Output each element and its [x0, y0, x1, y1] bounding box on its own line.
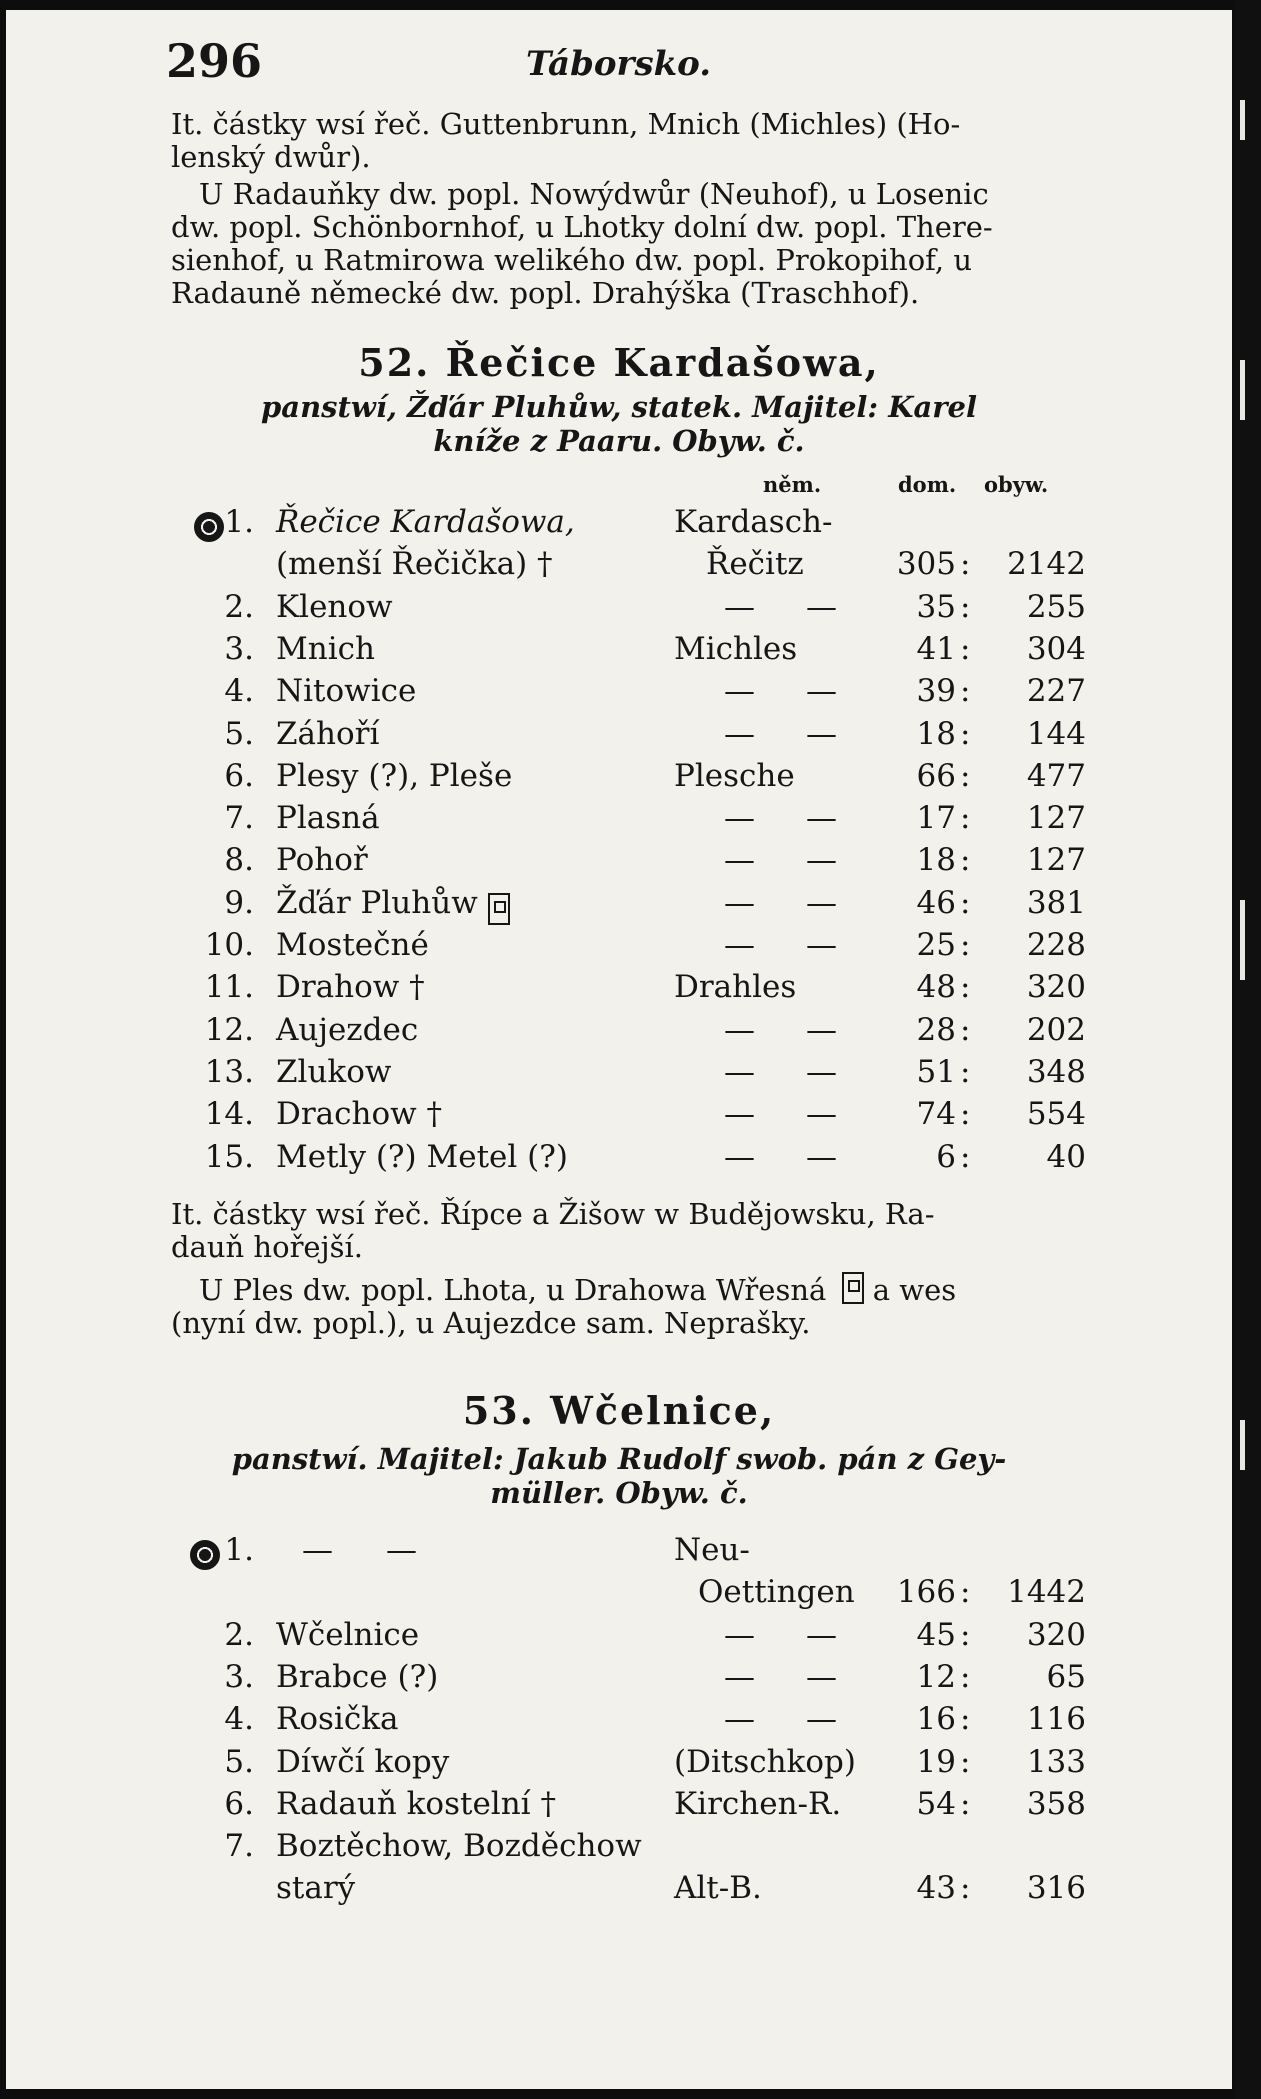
separator: : — [960, 927, 971, 963]
row-number: 9. — [224, 884, 254, 921]
separator: : — [960, 757, 971, 794]
house-count: 166 — [896, 1574, 956, 1611]
table-row — [6, 504, 1232, 546]
ditto-dash: — — [806, 1053, 837, 1090]
table-row — [6, 1054, 1232, 1096]
population-count: 320 — [1026, 1616, 1086, 1653]
ditto-dash: — — [724, 1658, 755, 1695]
village-name: Metly (?) Metel (?) — [276, 1138, 568, 1175]
house-count: 305 — [896, 546, 956, 583]
blank-dash: — — [302, 1532, 333, 1568]
ditto-dash: — — [724, 715, 755, 752]
ditto-dash: — — [724, 588, 755, 625]
table-row — [6, 1659, 1232, 1701]
village-name: Klenow — [276, 588, 393, 625]
separator: : — [960, 1701, 971, 1738]
village-name: Wčelnice — [276, 1616, 420, 1653]
scan-edge — [1234, 0, 1261, 2099]
german-name: Řečitz — [706, 546, 804, 583]
village-name: Nitowice — [276, 673, 417, 710]
population-count: 227 — [1026, 673, 1086, 710]
ditto-dash: — — [724, 800, 755, 837]
separator: : — [960, 546, 971, 583]
village-name: Brabce (?) — [276, 1658, 439, 1695]
ditto-dash: — — [724, 1138, 755, 1175]
population-count: 127 — [1026, 842, 1086, 879]
house-count: 16 — [916, 1701, 956, 1738]
population-count: 2142 — [1007, 546, 1086, 583]
german-name: Michles — [674, 630, 798, 667]
village-name: Pohoř — [276, 842, 368, 879]
row-number: 5. — [224, 1743, 254, 1780]
village-name: Aujezdec — [276, 1011, 419, 1048]
house-count: 41 — [916, 630, 956, 667]
scan-edge-mark — [1240, 360, 1245, 420]
village-name: starý — [276, 1870, 356, 1907]
separator: : — [960, 588, 971, 625]
village-name: (menší Řečička) † — [276, 546, 553, 583]
german-name: Alt-B. — [674, 1870, 762, 1907]
population-count: 202 — [1026, 1011, 1086, 1048]
village-name: Mnich — [276, 630, 375, 667]
table-row — [6, 842, 1232, 884]
village-name: Drahow † — [276, 969, 425, 1006]
table-row — [6, 1012, 1232, 1054]
house-count: 17 — [916, 800, 956, 837]
ditto-dash: — — [724, 884, 755, 921]
ditto-dash: — — [724, 1053, 755, 1090]
population-count: 65 — [1046, 1658, 1086, 1695]
separator: : — [960, 1616, 971, 1653]
ditto-dash: — — [806, 1616, 837, 1653]
ditto-dash: — — [806, 842, 837, 879]
ditto-dash: — — [806, 588, 837, 625]
row-number: 5. — [224, 715, 254, 752]
house-count: 39 — [916, 673, 956, 710]
population-count: 40 — [1046, 1138, 1086, 1175]
house-count: 6 — [936, 1138, 956, 1175]
ditto-dash: — — [806, 1658, 837, 1695]
row-number: 7. — [224, 800, 254, 837]
ditto-dash: — — [806, 800, 837, 837]
ditto-dash: — — [806, 673, 837, 710]
house-count: 48 — [916, 969, 956, 1006]
table-row — [6, 927, 1232, 969]
row-number: 14. — [204, 1096, 254, 1133]
note-line: (nyní dw. popl.), u Aujezdce sam. Neprašky. — [171, 1306, 811, 1340]
house-count: 43 — [916, 1870, 956, 1907]
table-row — [6, 885, 1232, 927]
village-name: Boztěchow, Bozděchow — [276, 1828, 642, 1865]
table-row — [6, 1786, 1232, 1828]
page-number: 296 — [166, 34, 263, 88]
table-row — [6, 1574, 1232, 1616]
house-count: 46 — [916, 884, 956, 921]
intro-line: lenský dwůr). — [171, 140, 371, 174]
population-count: 1442 — [1007, 1574, 1086, 1611]
row-number: 1. — [224, 1532, 254, 1568]
population-count: 358 — [1026, 1785, 1086, 1822]
row-number: 3. — [224, 1658, 254, 1695]
house-count: 25 — [916, 927, 956, 963]
separator: : — [960, 673, 971, 710]
ditto-dash: — — [806, 927, 837, 963]
row-number: 15. — [204, 1138, 254, 1175]
table-row — [6, 673, 1232, 715]
row-number: 10. — [204, 927, 254, 963]
section-53-subheading: panstwí. Majitel: Jakub Rudolf swob. pán z Gey- — [231, 1442, 1007, 1476]
row-number: 4. — [224, 673, 254, 710]
population-count: 144 — [1026, 715, 1086, 752]
village-name: Radauň kostelní † — [276, 1785, 556, 1822]
blank-dash: — — [386, 1532, 417, 1568]
german-name: (Ditschkop) — [674, 1743, 856, 1780]
section-52-subheading: kníže z Paaru. Obyw. č. — [433, 424, 805, 458]
village-name: Plasná — [276, 800, 380, 837]
table-row — [6, 1828, 1232, 1870]
note-line — [199, 1272, 956, 1307]
house-count: 51 — [916, 1053, 956, 1090]
ditto-dash: — — [724, 673, 755, 710]
house-count: 19 — [916, 1743, 956, 1780]
table-row — [6, 546, 1232, 588]
population-count: 381 — [1026, 884, 1086, 921]
german-name: Kardasch- — [674, 504, 833, 540]
row-number: 2. — [224, 588, 254, 625]
population-count: 116 — [1026, 1701, 1086, 1738]
ditto-dash: — — [806, 884, 837, 921]
village-name: Žďár Pluhůw — [276, 884, 478, 921]
row-number: 12. — [204, 1011, 254, 1048]
separator: : — [960, 1785, 971, 1822]
population-count: 320 — [1026, 969, 1086, 1006]
house-count: 18 — [916, 842, 956, 879]
table-row — [6, 758, 1232, 800]
intro-line: Radauně německé dw. popl. Drahýška (Traschhof). — [171, 276, 920, 310]
ditto-dash: — — [724, 1616, 755, 1653]
intro-line: sienhof, u Ratmirowa welikého dw. popl. Prokopihof, u — [171, 243, 972, 277]
village-name: Rosička — [276, 1701, 399, 1738]
table-row — [6, 1139, 1232, 1181]
population-count: 316 — [1026, 1870, 1086, 1907]
house-count: 35 — [916, 588, 956, 625]
german-name: Drahles — [674, 969, 797, 1006]
table-row — [6, 1744, 1232, 1786]
separator: : — [960, 842, 971, 879]
village-name: Řečice Kardašowa, — [276, 504, 575, 540]
separator: : — [960, 630, 971, 667]
scan-edge-mark — [1240, 1420, 1245, 1470]
german-name: Neu- — [674, 1532, 750, 1568]
ditto-dash: — — [724, 927, 755, 963]
section-53-subheading: müller. Obyw. č. — [490, 1476, 748, 1510]
separator: : — [960, 1011, 971, 1048]
section-53-heading: 53. Wčelnice, — [462, 1388, 776, 1433]
house-count: 74 — [916, 1096, 956, 1133]
separator: : — [960, 1053, 971, 1090]
table-row — [6, 716, 1232, 758]
population-count: 348 — [1026, 1053, 1086, 1090]
ditto-dash: — — [806, 1096, 837, 1133]
section-52-subheading: panstwí, Žďár Pluhůw, statek. Majitel: Karel — [261, 390, 977, 424]
table-row — [6, 589, 1232, 631]
table-row — [6, 800, 1232, 842]
column-header-german: něm. — [763, 472, 822, 497]
column-header-population: obyw. — [984, 472, 1049, 497]
separator: : — [960, 800, 971, 837]
population-count: 304 — [1026, 630, 1086, 667]
house-count: 54 — [916, 1785, 956, 1822]
german-name: Oettingen — [698, 1574, 855, 1611]
separator: : — [960, 1870, 971, 1907]
row-number: 8. — [224, 842, 254, 879]
house-count: 18 — [916, 715, 956, 752]
row-number: 1. — [224, 504, 254, 540]
scan-edge-mark — [1240, 900, 1245, 980]
village-name: Záhoří — [276, 715, 380, 752]
village-name: Zlukow — [276, 1053, 392, 1090]
tower-icon — [488, 893, 510, 925]
separator: : — [960, 715, 971, 752]
german-name: Kirchen-R. — [674, 1785, 842, 1822]
ditto-dash: — — [724, 1011, 755, 1048]
table-row — [6, 631, 1232, 673]
village-name: Díwčí kopy — [276, 1743, 450, 1780]
separator: : — [960, 1658, 971, 1695]
table-row — [6, 1532, 1232, 1574]
ditto-dash: — — [806, 1138, 837, 1175]
row-number: 6. — [224, 757, 254, 794]
ditto-dash: — — [724, 842, 755, 879]
ditto-dash: — — [724, 1701, 755, 1738]
population-count: 127 — [1026, 800, 1086, 837]
book-page — [6, 10, 1232, 2089]
scan-edge-mark — [1240, 100, 1245, 140]
row-number: 4. — [224, 1701, 254, 1738]
intro-line: U Radauňky dw. popl. Nowýdwůr (Neuhof), u Losenic — [199, 177, 989, 211]
separator: : — [960, 884, 971, 921]
population-count: 255 — [1026, 588, 1086, 625]
house-count: 12 — [916, 1658, 956, 1695]
tower-icon — [842, 1272, 864, 1304]
separator: : — [960, 1743, 971, 1780]
intro-line: It. částky wsí řeč. Guttenbrunn, Mnich (Michles) (Ho- — [171, 107, 961, 141]
ditto-dash: — — [806, 1701, 837, 1738]
ditto-dash: — — [806, 715, 837, 752]
german-name: Plesche — [674, 757, 795, 794]
intro-line: dw. popl. Schönbornhof, u Lhotky dolní dw. popl. There- — [171, 210, 993, 244]
house-count: 45 — [916, 1616, 956, 1653]
row-number: 2. — [224, 1616, 254, 1653]
running-title: Táborsko. — [526, 44, 712, 84]
ditto-dash: — — [724, 1096, 755, 1133]
row-number: 11. — [204, 969, 254, 1006]
ditto-dash: — — [806, 1011, 837, 1048]
note-line: dauň hořejší. — [171, 1230, 363, 1264]
population-count: 228 — [1026, 927, 1086, 963]
row-number: 3. — [224, 630, 254, 667]
note-text: a wes — [872, 1273, 957, 1307]
village-name: Mostečné — [276, 927, 429, 963]
separator: : — [960, 1574, 971, 1611]
population-count: 554 — [1026, 1096, 1086, 1133]
table-row — [6, 1701, 1232, 1743]
separator: : — [960, 1138, 971, 1175]
table-row — [6, 1096, 1232, 1138]
table-row — [6, 969, 1232, 1011]
separator: : — [960, 969, 971, 1006]
row-number: 6. — [224, 1785, 254, 1822]
row-number: 13. — [204, 1053, 254, 1090]
house-count: 28 — [916, 1011, 956, 1048]
column-header-houses: dom. — [898, 472, 957, 497]
house-count: 66 — [916, 757, 956, 794]
row-number: 7. — [224, 1828, 254, 1865]
village-name: Drachow † — [276, 1096, 443, 1133]
note-line: It. částky wsí řeč. Řípce a Žišow w Budějowsku, Ra- — [171, 1197, 935, 1231]
population-count: 133 — [1026, 1743, 1086, 1780]
table-row — [6, 1617, 1232, 1659]
note-text: U Ples dw. popl. Lhota, u Drahowa Wřesná — [199, 1273, 827, 1307]
village-name: Plesy (?), Pleše — [276, 757, 513, 794]
section-52-heading: 52. Řečice Kardašowa, — [358, 340, 880, 385]
separator: : — [960, 1096, 971, 1133]
population-count: 477 — [1026, 757, 1086, 794]
table-row — [6, 1870, 1232, 1912]
